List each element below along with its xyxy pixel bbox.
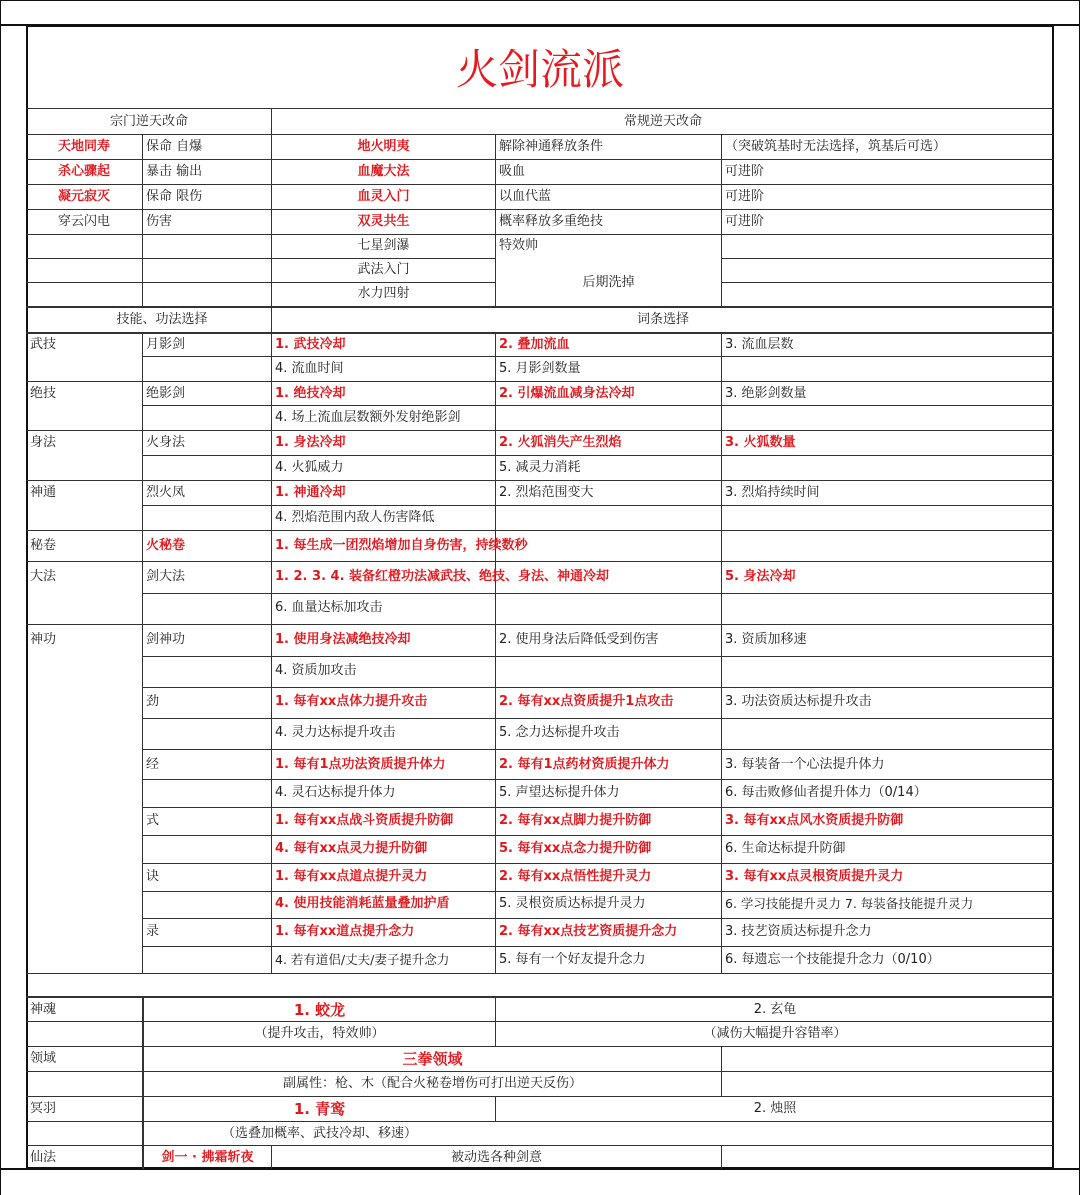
skill-name: 诀: [146, 869, 160, 884]
normal-effect: 解除神通释放条件: [499, 139, 604, 154]
affix: 2. 使用身法后降低受到伤害: [499, 632, 659, 647]
header-affixes: 词条选择: [636, 312, 689, 327]
affix: 1. 每有1点功法资质提升体力: [275, 757, 446, 772]
affix: 4. 烈焰范围内敌人伤害降低: [275, 510, 435, 525]
affix: 5. 每有xx点念力提升防御: [499, 841, 652, 856]
skill-name: 火身法: [146, 435, 186, 450]
skill-name: 月影剑: [146, 337, 186, 352]
affix: 1. 每有xx点道点提升灵力: [275, 869, 428, 884]
sect-desc: 保命 限伤: [146, 189, 203, 204]
normal-note: 可进阶: [725, 189, 765, 204]
affix: 2. 每有1点药材资质提升体力: [499, 757, 670, 772]
affix: 1. 2. 3. 4. 装备红橙功法减武技、绝技、身法、神通冷却: [275, 569, 610, 584]
skill-name: 剑神功: [146, 632, 186, 647]
normal-name: 双灵共生: [357, 214, 410, 229]
normal-name: 七星剑瀑: [357, 238, 410, 253]
feather-option-1-note: （选叠加概率、武技冷却、移速）: [221, 1126, 417, 1141]
affix: 1. 绝技冷却: [275, 386, 346, 401]
affix: 2. 引爆流血减身法冷却: [499, 386, 635, 401]
normal-name: 地火明夷: [357, 139, 410, 154]
affix: 4. 场上流血层数额外发射绝影剑: [275, 410, 461, 425]
skill-name: 录: [146, 924, 160, 939]
skill-category: 大法: [30, 569, 57, 584]
affix: 6. 血量达标加攻击: [275, 600, 383, 615]
skill-name: 劲: [146, 694, 160, 709]
domain-note: 副属性：枪、木（配合火秘卷增伤可打出逆天反伤）: [282, 1076, 582, 1091]
normal-note: 可进阶: [725, 214, 765, 229]
affix: 3. 绝影剑数量: [725, 386, 807, 401]
soul-label: 神魂: [30, 1002, 57, 1017]
affix: 2. 火狐消失产生烈焰: [499, 435, 622, 450]
affix: 6. 每遗忘一个技能提升念力（0/10）: [725, 952, 940, 967]
normal-effect: 吸血: [499, 164, 526, 179]
header-skills: 技能、功法选择: [116, 312, 208, 327]
affix: 2. 每有xx点资质提升1点攻击: [499, 694, 674, 709]
affix: 6. 学习技能提升灵力 7. 每装备技能提升灵力: [725, 896, 974, 911]
affix: 3. 烈焰持续时间: [725, 485, 820, 500]
affix: 4. 流血时间: [275, 361, 344, 376]
affix: 5. 念力达标提升攻击: [499, 725, 620, 740]
sect-name: 杀心骤起: [57, 164, 110, 179]
skill-category: 绝技: [30, 386, 57, 401]
affix: 5. 身法冷却: [725, 569, 796, 584]
top-border: [0, 0, 1080, 1]
affix: 1. 神通冷却: [275, 485, 346, 500]
affix: 5. 减灵力消耗: [499, 460, 581, 475]
affix: 4. 使用技能消耗蓝量叠加护盾: [275, 896, 450, 911]
affix: 2. 烈焰范围变大: [499, 485, 594, 500]
affix: 4. 灵石达标提升体力: [275, 785, 396, 800]
domain-label: 领域: [30, 1051, 57, 1066]
left-border: [0, 0, 1, 1195]
header-normal-fate: 常规逆天改命: [623, 114, 702, 129]
later-wash-note: 后期洗掉: [582, 275, 635, 290]
affix: 1. 武技冷却: [275, 337, 346, 352]
affix: 2. 每有xx点技艺资质提升念力: [499, 924, 678, 939]
feather-label: 冥羽: [30, 1101, 57, 1116]
domain-name: 三拳领域: [402, 1050, 463, 1068]
affix: 5. 月影剑数量: [499, 361, 581, 376]
affix: 2. 叠加流血: [499, 337, 570, 352]
skill-name: 剑大法: [146, 569, 186, 584]
affix: 5. 声望达标提升体力: [499, 785, 620, 800]
normal-note: 可进阶: [725, 164, 765, 179]
normal-note: （突破筑基时无法选择，筑基后可选）: [725, 139, 947, 154]
affix: 3. 每有xx点灵根资质提升灵力: [725, 869, 904, 884]
soul-option-2: 2. 玄龟: [753, 1002, 797, 1017]
page-title: 火剑流派: [455, 45, 624, 94]
sect-desc: 保命 自爆: [146, 139, 203, 154]
header-sect-fate: 宗门逆天改命: [109, 114, 188, 129]
affix: 5. 每有一个好友提升念力: [499, 952, 646, 967]
normal-name: 血魔大法: [357, 164, 410, 179]
sect-desc: 暴击 输出: [146, 164, 203, 179]
feather-option-2: 2. 烛照: [753, 1101, 797, 1116]
sect-name: 穿云闪电: [57, 214, 110, 229]
affix: 1. 每有xx点战斗资质提升防御: [275, 813, 454, 828]
affix: 3. 每有xx点风水资质提升防御: [725, 813, 904, 828]
xianfa-note: 被动选各种剑意: [450, 1150, 542, 1165]
normal-name: 武法入门: [357, 262, 410, 277]
soul-option-1-note: （提升攻击，特效帅）: [254, 1026, 385, 1041]
normal-name: 水力四射: [357, 286, 410, 301]
affix: 3. 每装备一个心法提升体力: [725, 757, 885, 772]
affix: 6. 生命达标提升防御: [725, 841, 846, 856]
skill-category: 秘卷: [30, 538, 57, 553]
affix: 1. 每生成一团烈焰增加自身伤害，持续数秒: [275, 538, 528, 553]
skill-name: 经: [146, 757, 160, 772]
affix: 3. 流血层数: [725, 337, 794, 352]
affix: 3. 资质加移速: [725, 632, 807, 647]
affix: 1. 使用身法减绝技冷却: [275, 632, 411, 647]
soul-option-1: 1. 蛟龙: [293, 1001, 346, 1019]
affix: 1. 每有xx点体力提升攻击: [275, 694, 428, 709]
skill-category: 武技: [30, 337, 57, 352]
skill-name: 火秘卷: [146, 538, 186, 553]
sect-desc: 伤害: [146, 214, 173, 229]
affix: 1. 每有xx道点提升念力: [275, 924, 415, 939]
normal-name: 血灵入门: [357, 189, 410, 204]
xianfa-name: 剑一 · 拂霜斩夜: [161, 1150, 254, 1165]
affix: 3. 功法资质达标提升攻击: [725, 694, 872, 709]
skill-name: 式: [146, 813, 160, 828]
affix: 3. 技艺资质达标提升念力: [725, 924, 872, 939]
sect-name: 凝元寂灭: [57, 189, 110, 204]
skill-category: 神通: [30, 485, 57, 500]
affix: 4. 每有xx点灵力提升防御: [275, 841, 428, 856]
xianfa-label: 仙法: [30, 1150, 57, 1165]
soul-option-2-note: （减伤大幅提升容错率）: [703, 1026, 847, 1041]
affix: 6. 每击败修仙者提升体力（0/14）: [725, 785, 927, 800]
normal-effect: 以血代蓝: [499, 189, 552, 204]
affix: 4. 资质加攻击: [275, 663, 357, 678]
affix: 3. 火狐数量: [725, 435, 796, 450]
feather-option-1: 1. 青鸾: [293, 1100, 346, 1118]
affix: 4. 火狐威力: [275, 460, 344, 475]
normal-effect: 概率释放多重绝技: [499, 214, 604, 229]
skill-category: 身法: [30, 435, 57, 450]
affix: 2. 每有xx点脚力提升防御: [499, 813, 652, 828]
normal-effect: 特效帅: [499, 238, 539, 253]
skill-name: 烈火凤: [146, 485, 186, 500]
sect-name: 天地同寿: [57, 139, 110, 154]
affix: 2. 每有xx点悟性提升灵力: [499, 869, 652, 884]
affix: 1. 身法冷却: [275, 435, 346, 450]
skill-category: 神功: [30, 632, 57, 647]
affix: 5. 灵根资质达标提升灵力: [499, 896, 646, 911]
affix: 4. 若有道侣/丈夫/妻子提升念力: [275, 952, 450, 967]
skill-name: 绝影剑: [146, 386, 186, 401]
affix: 4. 灵力达标提升攻击: [275, 725, 396, 740]
